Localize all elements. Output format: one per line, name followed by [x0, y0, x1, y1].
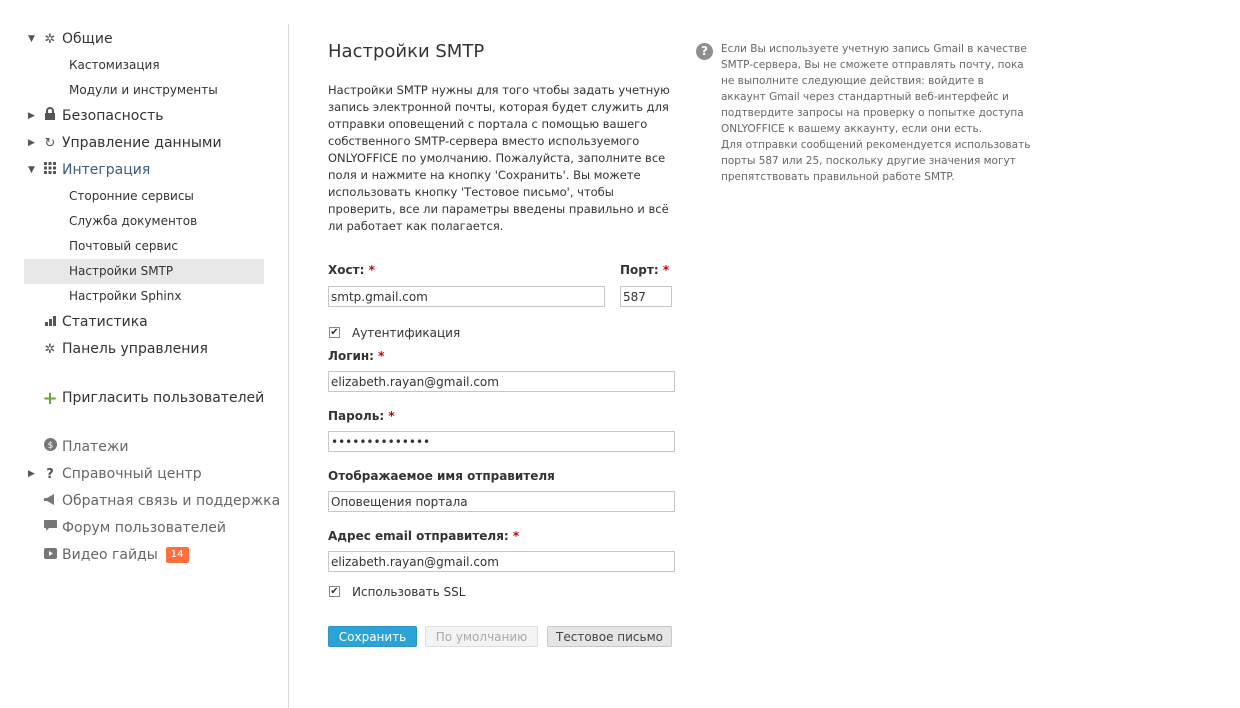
chevron-right-icon[interactable]: ▶ [28, 111, 35, 121]
svg-text:$: $ [47, 441, 53, 451]
smtp-settings-panel [328, 38, 678, 644]
help-text [721, 41, 1031, 185]
sender-name-label: Отображаемое имя отправителя [328, 469, 555, 483]
auth-checkbox-row[interactable] [328, 323, 678, 343]
sidebar-divider [288, 24, 289, 708]
port-field [620, 261, 672, 307]
megaphone-icon [42, 488, 58, 515]
required-mark: * [512, 529, 520, 543]
host-port-row [328, 261, 678, 311]
host-input[interactable] [328, 286, 605, 307]
restore-default-button[interactable]: По умолчанию [425, 626, 538, 647]
sidebar-group-label: Управление данными [62, 135, 222, 151]
password-input[interactable] [328, 431, 675, 452]
login-label [328, 347, 678, 365]
login-label-text: Логин: [328, 349, 374, 363]
control-panel-icon: ✲ [44, 342, 56, 357]
help-question-icon: ? [696, 43, 713, 60]
help-paragraph-gmail: Если Вы используете учетную запись Gmail в качестве SMTP-сервера, Вы не сможете отправлять почту, пока не выполните следующие действия: войдите в аккаунт Gmail через стандартный веб-интерфейс и подтвердите запросы на проверку о попытке доступа ONLYOFFICE к вашему аккаунту, если они есть. [721, 43, 1027, 135]
required-mark: * [388, 409, 395, 423]
required-mark: * [662, 263, 670, 277]
sidebar [24, 26, 281, 569]
sidebar-item-sphinx-settings[interactable]: Настройки Sphinx [69, 289, 182, 303]
sender-email-label-text: Адрес email отправителя: [328, 529, 509, 543]
grid-icon [42, 157, 58, 184]
help-center-link[interactable] [24, 461, 264, 488]
plus-icon: + [42, 388, 58, 409]
sidebar-group-label: Статистика [62, 314, 148, 330]
payments-label: Платежи [62, 439, 129, 455]
refresh-icon: ↻ [44, 136, 56, 151]
sidebar-group-label: Панель управления [62, 341, 208, 357]
page-description: Настройки SMTP нужны для того чтобы задать учетную запись электронной почты, которая будет служить для отправки оповещений с портала с помощью вашего собственного SMTP-сервера вместо используемого ONLYOFFICE по умолчанию. Пожалуйста, заполните все поля и нажмите на кнопку 'Сохранить'. Вы можете использовать кнопку 'Тестовое письмо', чтобы проверить, все ли параметры введены правильно и всё ли работает как полагается. [328, 83, 670, 233]
sidebar-group-security[interactable] [24, 103, 264, 130]
chevron-right-icon[interactable]: ▶ [28, 138, 35, 148]
port-label [620, 261, 672, 279]
chevron-down-icon[interactable]: ▼ [28, 34, 35, 44]
payments-link[interactable] [24, 434, 264, 461]
sender-email-field [328, 527, 678, 572]
lock-icon [42, 103, 58, 130]
sender-name-input[interactable] [328, 491, 675, 512]
sidebar-group-label: Общие [62, 31, 113, 47]
video-guides-text: Видео гайды [62, 547, 158, 563]
sidebar-item-modules[interactable]: Модули и инструменты [69, 83, 218, 97]
help-paragraph-ports: Для отправки сообщений рекомендуется использовать порты 587 или 25, поскольку другие значения могут препятствовать правильной работе SMTP. [721, 139, 1031, 183]
sidebar-group-statistics[interactable] [24, 309, 264, 336]
required-mark: * [378, 349, 385, 363]
sidebar-item-customization[interactable]: Кастомизация [69, 58, 160, 72]
bar-chart-icon [42, 309, 58, 336]
invite-users-label: Пригласить пользователей [62, 390, 265, 406]
sidebar-item-document-service[interactable]: Служба документов [69, 214, 198, 228]
dollar-icon [42, 434, 58, 461]
help-center-label: Справочный центр [62, 466, 202, 482]
spacer [24, 412, 264, 434]
spacer [24, 363, 264, 385]
page-title: Настройки SMTP [328, 41, 485, 62]
host-label-text: Хост: [328, 263, 365, 277]
chevron-right-icon[interactable]: ▶ [28, 469, 35, 479]
required-mark: * [368, 263, 375, 277]
gear-icon: ✲ [44, 32, 56, 47]
login-field [328, 347, 678, 392]
test-email-button[interactable]: Тестовое письмо [547, 626, 672, 647]
sidebar-group-label: Интеграция [62, 162, 151, 178]
question-icon: ? [46, 467, 54, 482]
chat-icon [42, 515, 58, 542]
sidebar-item-third-party[interactable]: Сторонние сервисы [69, 189, 194, 203]
forum-label: Форум пользователей [62, 520, 226, 536]
feedback-link[interactable] [24, 488, 281, 515]
chevron-down-icon[interactable]: ▼ [28, 165, 35, 175]
sender-email-label [328, 527, 678, 545]
password-field [328, 407, 678, 452]
feedback-label: Обратная связь и поддержка [62, 493, 281, 509]
save-button[interactable]: Сохранить [328, 626, 417, 647]
sidebar-group-control-panel[interactable] [24, 336, 264, 363]
auth-checkbox[interactable]: ✔ [330, 327, 339, 338]
video-count-badge: 14 [166, 547, 189, 563]
play-icon [42, 542, 58, 569]
sidebar-group-data-management[interactable] [24, 130, 264, 157]
sender-email-input[interactable] [328, 551, 675, 572]
login-input[interactable] [328, 371, 675, 392]
password-label-text: Пароль: [328, 409, 385, 423]
host-label [328, 261, 605, 279]
invite-users-link[interactable] [24, 385, 264, 412]
auth-checkbox-label: Аутентификация [352, 326, 461, 340]
ssl-checkbox[interactable]: ✔ [330, 586, 339, 597]
sidebar-group-integration[interactable] [24, 157, 264, 184]
video-guides-label [62, 542, 189, 569]
sidebar-item-mail-service[interactable]: Почтовый сервис [69, 239, 179, 253]
sidebar-group-general[interactable] [24, 26, 264, 53]
ssl-checkbox-label: Использовать SSL [352, 585, 466, 599]
video-guides-link[interactable] [24, 542, 264, 569]
sidebar-item-smtp-settings[interactable]: Настройки SMTP [24, 259, 264, 284]
ssl-checkbox-row[interactable] [328, 582, 678, 602]
host-field [328, 261, 605, 307]
sidebar-group-label: Безопасность [62, 108, 164, 124]
forum-link[interactable] [24, 515, 264, 542]
port-input[interactable] [620, 286, 672, 307]
sender-name-field [328, 467, 678, 512]
password-label [328, 407, 678, 425]
port-label-text: Порт: [620, 263, 659, 277]
